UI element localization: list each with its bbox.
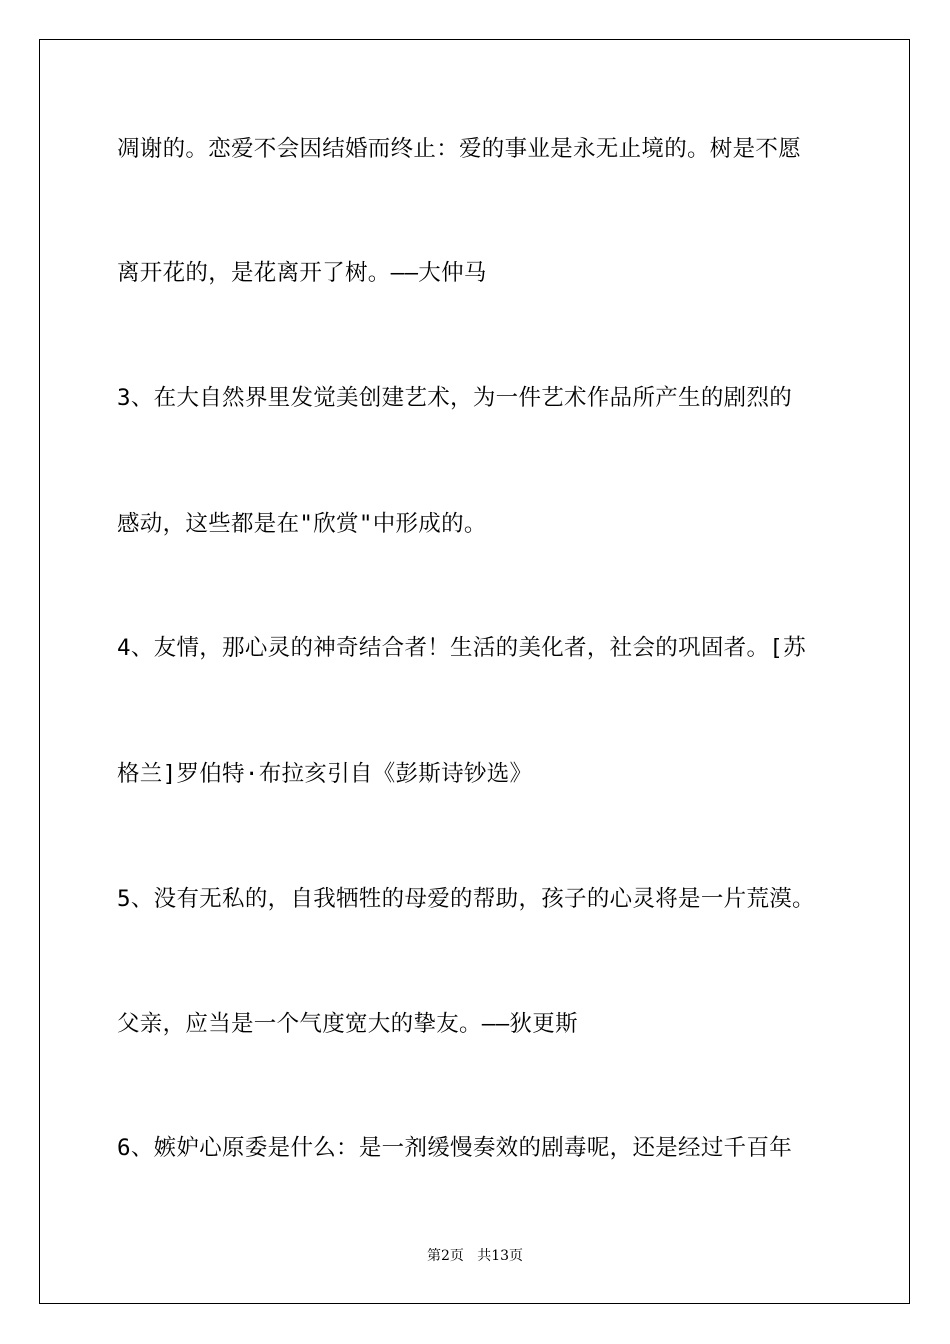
body-text-line-9: 6、嫉妒心原委是什么：是一剂缓慢奏效的剧毒呢，还是经过千百年 — [117, 1135, 793, 1161]
body-text-line-3: 3、在大自然界里发觉美创建艺术，为一件艺术作品所产生的剧烈的 — [117, 385, 793, 411]
body-text-line-6: 格兰]罗伯特·布拉亥引自《彭斯诗钞选》 — [117, 761, 533, 787]
body-text-line-1: 凋谢的。恋爱不会因结婚而终止：爱的事业是永无止境的。树是不愿 — [117, 136, 802, 162]
page-border — [39, 39, 910, 1304]
body-text-line-8: 父亲，应当是一个气度宽大的挚友。——狄更斯 — [117, 1011, 578, 1037]
body-text-line-5: 4、友情，那心灵的神奇结合者！生活的美化者，社会的巩固者。[苏 — [117, 635, 806, 661]
body-text-line-2: 离开花的，是花离开了树。——大仲马 — [117, 260, 487, 286]
page-number-footer: 第2页 共13页 — [426, 1248, 524, 1264]
body-text-line-4: 感动，这些都是在"欣赏"中形成的。 — [117, 511, 487, 537]
body-text-line-7: 5、没有无私的，自我牺牲的母爱的帮助，孩子的心灵将是一片荒漠。 — [117, 886, 815, 912]
